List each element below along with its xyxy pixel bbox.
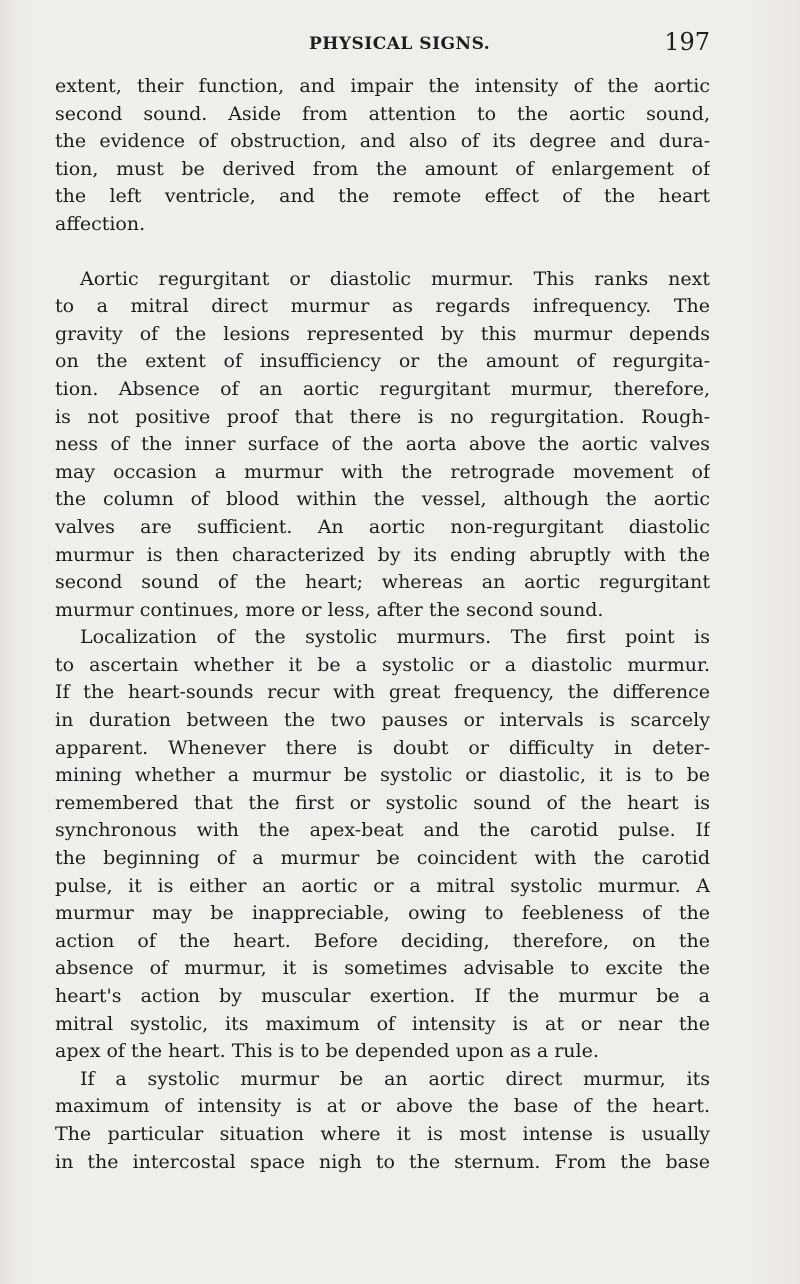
- text-line: on the extent of insufficiency or the amount of regurgita-: [55, 350, 710, 373]
- paragraph: [55, 73, 710, 239]
- text-line: Aortic regurgitant or diastolic murmur. This ranks next: [80, 267, 710, 290]
- text-line: the beginning of a murmur be coincident with the carotid: [55, 847, 710, 870]
- text-line: synchronous with the apex-beat and the carotid pulse. If: [55, 819, 710, 842]
- text-line: tion. Absence of an aortic regurgitant murmur, therefore,: [55, 377, 710, 400]
- text-line: absence of murmur, it is sometimes advisable to excite the: [55, 957, 710, 980]
- text-line: murmur continues, more or less, after the second sound.: [55, 598, 604, 621]
- text-line: to ascertain whether it be a systolic or a diastolic murmur.: [55, 653, 710, 676]
- text-line: maximum of intensity is at or above the base of the heart.: [55, 1095, 710, 1118]
- text-line: heart's action by muscular exertion. If the murmur be a: [55, 985, 710, 1007]
- text-line: The particular situation where it is most intense is usually: [55, 1122, 710, 1145]
- paragraph: [55, 266, 710, 625]
- text-line: If a systolic murmur be an aortic direct murmur, its: [80, 1067, 710, 1090]
- text-line: second sound. Aside from attention to the aortic sound,: [55, 102, 710, 125]
- text-line: action of the heart. Before deciding, therefore, on the: [55, 929, 710, 952]
- text-line: mining whether a murmur be systolic or diastolic, it is to be: [55, 764, 710, 787]
- paragraph: [55, 1066, 710, 1176]
- text-line: in duration between the two pauses or intervals is scarcely: [55, 709, 710, 732]
- paragraph: [55, 624, 710, 1066]
- paragraph-spacer: [55, 239, 710, 266]
- text-line: valves are sufficient. An aortic non-regurgitant diastolic: [55, 515, 710, 538]
- text-line: extent, their function, and impair the intensity of the aortic: [55, 75, 710, 97]
- text-line: may occasion a murmur with the retrograde movement of: [55, 460, 710, 483]
- text-line: tion, must be derived from the amount of enlargement of: [55, 157, 710, 180]
- running-head: PHYSICAL SIGNS.: [309, 34, 491, 54]
- page-number: 197: [664, 28, 710, 56]
- text-line: If the heart-sounds recur with great frequency, the difference: [55, 681, 710, 704]
- text-line: is not positive proof that there is no regurgitation. Rough-: [55, 405, 710, 428]
- text-line: apparent. Whenever there is doubt or difficulty in deter-: [55, 736, 710, 759]
- body-text: [55, 73, 710, 1176]
- text-line: remembered that the first or systolic sound of the heart is: [55, 791, 710, 814]
- text-line: affection.: [55, 212, 146, 235]
- text-line: gravity of the lesions represented by this murmur depends: [55, 322, 710, 345]
- text-line: Localization of the systolic murmurs. The first point is: [80, 626, 710, 649]
- text-line: the left ventricle, and the remote effect of the heart: [55, 185, 710, 208]
- page-header: [55, 28, 710, 64]
- text-line: second sound of the heart; whereas an aortic regurgitant: [55, 571, 710, 594]
- text-line: the column of blood within the vessel, although the aortic: [55, 488, 710, 511]
- text-line: murmur may be inappreciable, owing to feebleness of the: [55, 902, 710, 925]
- text-line: murmur is then characterized by its ending abruptly with the: [55, 543, 710, 566]
- text-line: pulse, it is either an aortic or a mitral systolic murmur. A: [55, 874, 710, 897]
- text-line: in the intercostal space nigh to the sternum. From the base: [55, 1150, 710, 1173]
- text-line: the evidence of obstruction, and also of its degree and dura-: [55, 130, 710, 153]
- text-line: mitral systolic, its maximum of intensity is at or near the: [55, 1012, 710, 1035]
- text-line: ness of the inner surface of the aorta above the aortic valves: [55, 433, 710, 456]
- text-line: to a mitral direct murmur as regards infrequency. The: [55, 295, 710, 318]
- text-line: apex of the heart. This is to be depended upon as a rule.: [55, 1040, 599, 1063]
